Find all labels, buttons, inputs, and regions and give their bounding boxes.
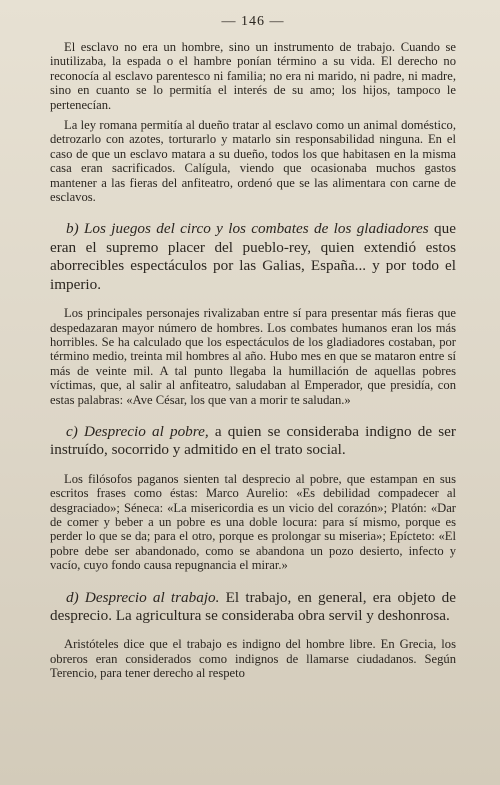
paragraph-aristotle: Aristóteles dice que el trabajo es indigno del hombre libre. En Grecia, los obreros eran considerados como indignos de llamarse ciudadanos. Según Terencio, para tener derecho al respeto xyxy=(50,637,456,681)
heading-contempt-work: d) Desprecio al trabajo. El trabajo, en general, era objeto de desprecio. La agricultura se consideraba obra servil y deshonrosa. xyxy=(50,588,456,624)
heading-contempt-poor: c) Desprecio al pobre, a quien se consideraba indigno de ser instruído, socorrido y admitido en el trato social. xyxy=(50,422,456,459)
paragraph-roman-law: La ley romana permitía al dueño tratar al esclavo como un animal doméstico, detrozarlo con azotes, torturarlo y matarlo sin responsabilidad ninguna. En el caso de que un esclavo matara a su dueño, todos los que habitasen en la misma casa eran sacrificados. Calígula, viendo que ocasionaba muchos gastos mantener a las fieras del anfiteatro, ordenó que se las alimentara con carne de esclavos. xyxy=(50,118,456,205)
heading-circus-games: b) Los juegos del circo y los combates de los gladiadores que eran el supremo placer del pueblo-rey, quien extendió estos aborrecibles espectáculos por las Galias, España... y por todo el imperio. xyxy=(50,220,456,293)
paragraph-gladiators: Los principales personajes rivalizaban entre sí para presentar más fieras que despedazaran mayor número de hombres. Los combates humanos eran los más horribles. Se ha calculado que los espectáculos de los gladiadores costaban, por término medio, treinta mil hombres al año. Hubo mes en que se mataron entre sí más de veinte mil. A tal punto llegaba la humillación de aquellas pobres víctimas, que, al salir al anfiteatro, saludaban al Emperador, que presidía, con estas palabras: «Ave César, los que van a morir te saludan.» xyxy=(50,306,456,407)
page-number: — 146 — xyxy=(221,14,285,29)
paragraph-philosophers: Los filósofos paganos sienten tal desprecio al pobre, que estampan en sus escritos frases como éstas: Marco Aurelio: «Es debilidad compadecer al desgraciado»; Séneca: «La misericordia es un vicio del corazón»; Platón: «Dar de comer y beber a un pobre es una doble locura: para sí mismo, porque es perder lo que se da; para el otro, porque es prolongar su miseria»; Epícteto: «El pobre debe ser abandonado, como se abandona un pozo desierto, infecto y vacío, cuyo fondo causa repugnancia el mirar.» xyxy=(50,471,456,573)
paragraph-slave-status: El esclavo no era un hombre, sino un instrumento de trabajo. Cuando se inutilizaba, la espada o el hambre ponían término a su vida. El derecho no reconocía al esclavo parentesco ni familia; no era ni marido, ni padre, ni madre, sino en cuanto se lo permitía el interés de su amo; los hijos, tampoco le pertenecían. xyxy=(50,40,456,112)
